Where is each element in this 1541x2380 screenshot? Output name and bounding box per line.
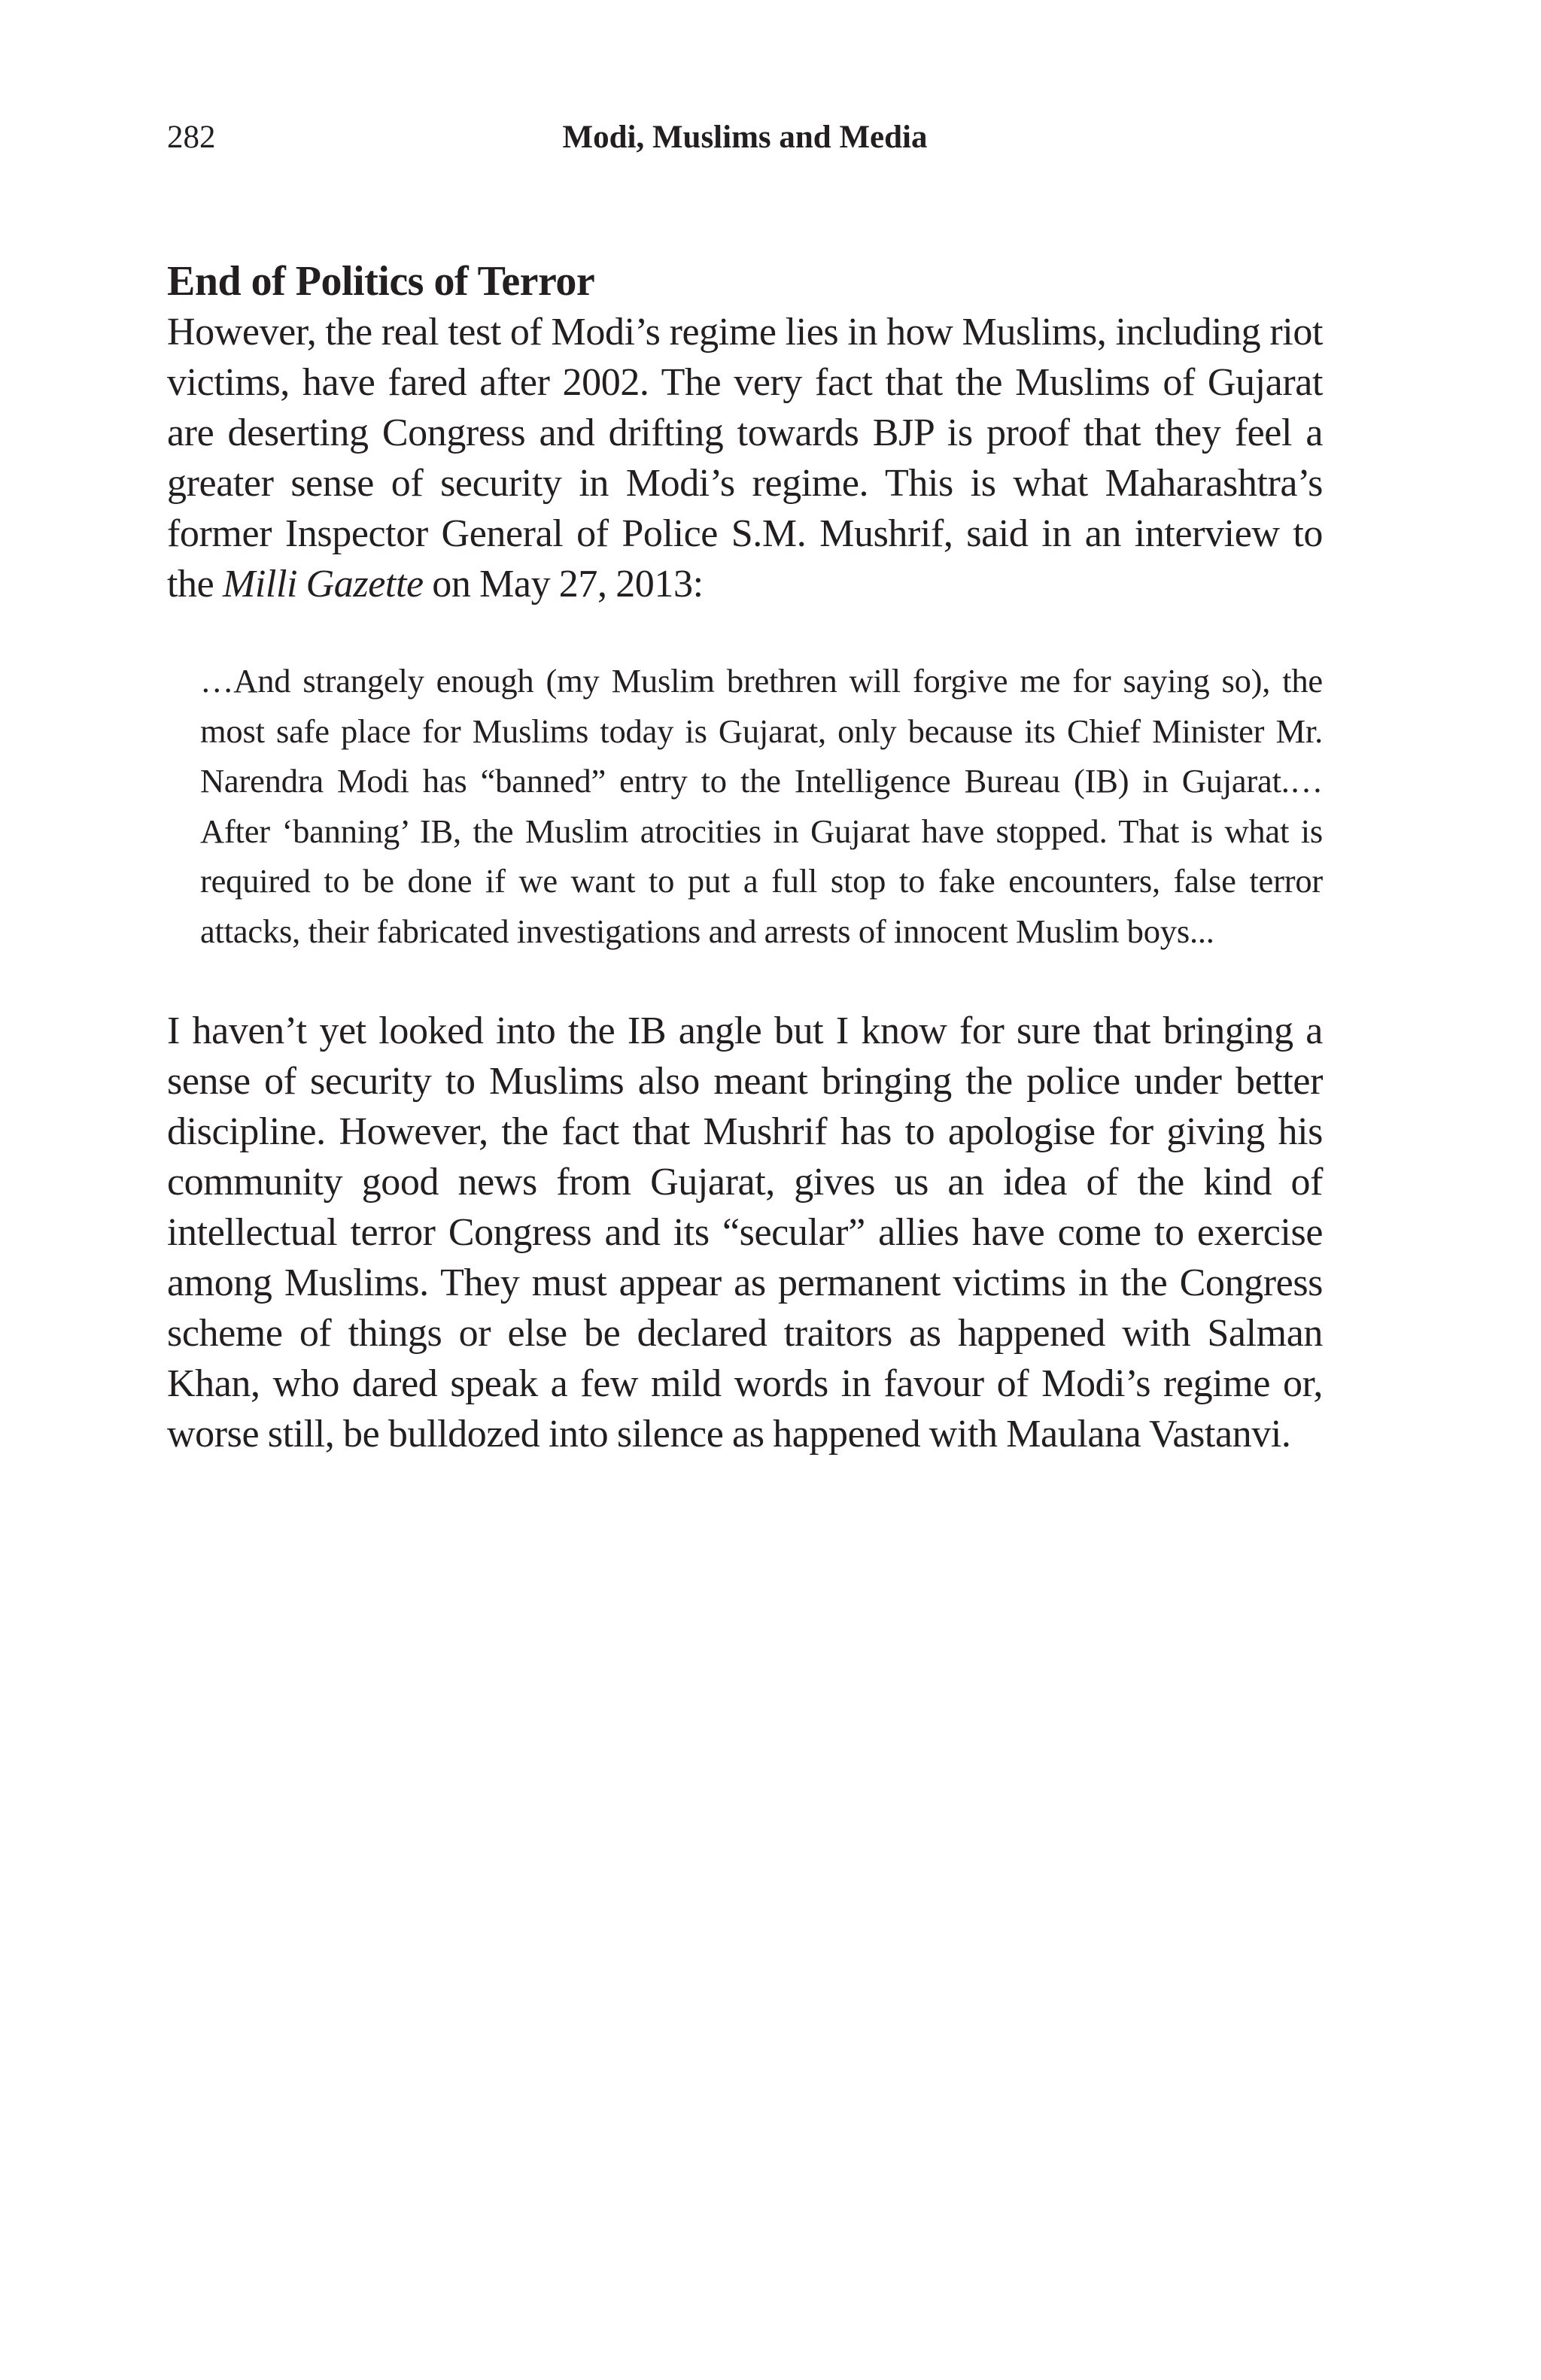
book-title: Modi, Muslims and Media bbox=[562, 120, 928, 155]
publication-name: Milli Gazette bbox=[222, 563, 424, 606]
closing-paragraph: I haven’t yet looked into the IB angle but I know for sure that bringing a sense of security to Muslims also meant bringing the police under better discipline. However, the fact that Mushrif has to apologise for giving his community good news from Gujarat, gives us an idea of the kind of intellectual terror Congress and its “secular” allies have come to exercise among Muslims. They must appear as permanent victims in the Congress scheme of things or else be declared traitors as happened with Salman Khan, who dared speak a few mild words in favour of Modi’s regime or, worse still, be bulldozed into silence as happened with Maulana Vastanvi. bbox=[167, 1009, 1323, 1456]
intro-text: However, the real test of Modi’s regime lies in how Muslims, including riot victims, have fared after 2002. The very fact that the Muslims of Gujarat are deserting Congress and drifting towards BJP is proof that they feel a greater sense of security in Modi’s regime. This is what Maharashtra’s former Inspector General of Police S.M. Mushrif, said in an interview to the bbox=[167, 311, 1323, 606]
intro-text-end: on May 27, 2013: bbox=[423, 563, 704, 606]
section-heading: End of Politics of Terror bbox=[167, 258, 595, 305]
running-head bbox=[167, 119, 1323, 164]
intro-paragraph bbox=[167, 307, 1323, 609]
page-content bbox=[167, 256, 1323, 1459]
page-number: 282 bbox=[167, 120, 216, 155]
block-quote: …And strangely enough (my Muslim brethren will forgive me for saying so), the most safe place for Muslims today is Gujarat, only because its Chief Minister Mr. Narendra Modi has “banned” entry to the Intelligence Bureau (IB) in Gujarat.…After ‘banning’ IB, the Muslim atrocities in Gujarat have stopped. That is what is required to be done if we want to put a full stop to fake encounters, false terror attacks, their fabricated investigations and arrests of innocent Muslim boys... bbox=[200, 662, 1323, 950]
